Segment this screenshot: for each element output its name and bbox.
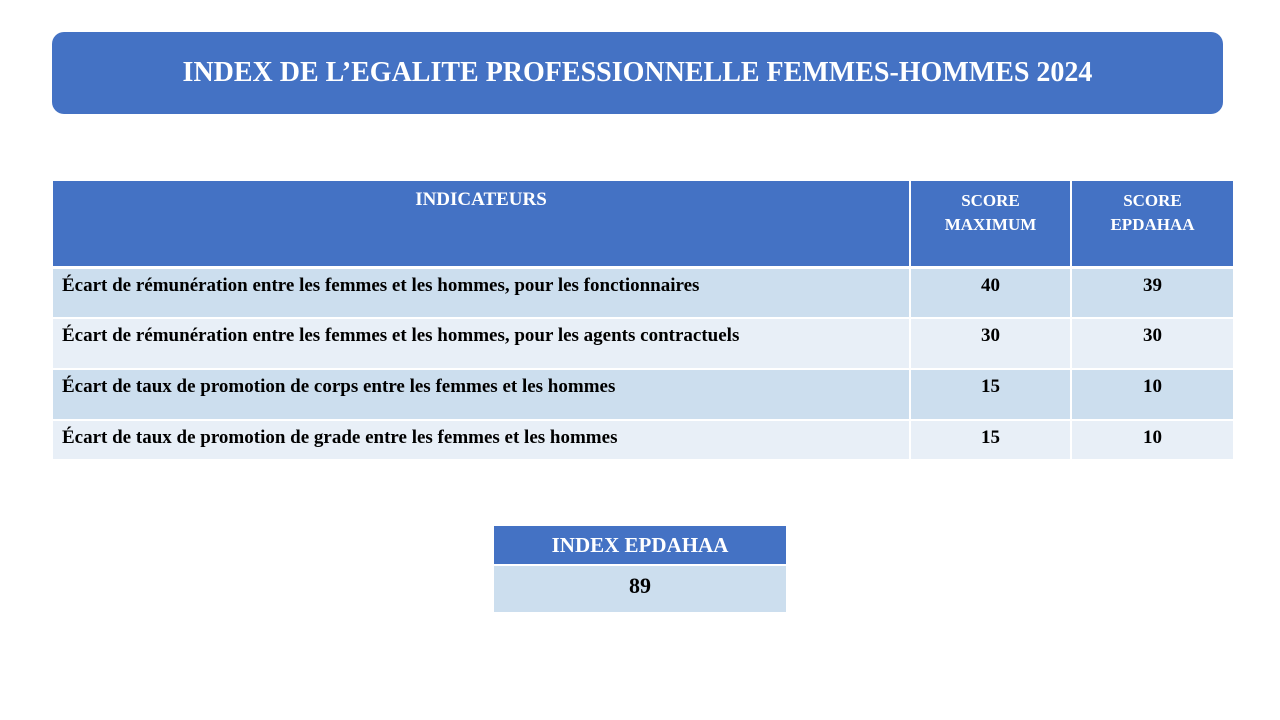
score-epdahaa-cell: 10 bbox=[1071, 369, 1233, 420]
index-value: 89 bbox=[494, 566, 786, 612]
index-summary bbox=[494, 526, 786, 612]
table-header-row bbox=[53, 181, 1233, 267]
header-score-maximum-line1: SCORE bbox=[961, 191, 1020, 210]
table-row bbox=[53, 318, 1233, 369]
score-epdahaa-cell: 10 bbox=[1071, 420, 1233, 459]
header-score-maximum-line2: MAXIMUM bbox=[944, 215, 1037, 234]
table-row bbox=[53, 267, 1233, 318]
header-indicators: INDICATEURS bbox=[53, 181, 910, 267]
header-score-epdahaa-line1: SCORE bbox=[1123, 191, 1182, 210]
score-maximum-cell: 15 bbox=[910, 420, 1071, 459]
header-score-maximum bbox=[910, 181, 1071, 267]
score-epdahaa-cell: 30 bbox=[1071, 318, 1233, 369]
indicator-label: Écart de taux de promotion de corps entre les femmes et les hommes bbox=[53, 369, 910, 420]
score-maximum-cell: 15 bbox=[910, 369, 1071, 420]
score-maximum-cell: 30 bbox=[910, 318, 1071, 369]
score-maximum-cell: 40 bbox=[910, 267, 1071, 318]
header-score-epdahaa bbox=[1071, 181, 1233, 267]
header-score-epdahaa-line2: EPDAHAA bbox=[1110, 215, 1195, 234]
indicator-label: Écart de rémunération entre les femmes et les hommes, pour les agents contractuels bbox=[53, 318, 910, 369]
table-row bbox=[53, 369, 1233, 420]
page-title bbox=[52, 32, 1223, 114]
indicator-label: Écart de taux de promotion de grade entre les femmes et les hommes bbox=[53, 420, 910, 459]
index-label: INDEX EPDAHAA bbox=[494, 526, 786, 566]
page-title-text: INDEX DE L’EGALITE PROFESSIONNELLE FEMMES-HOMMES 2024 bbox=[182, 57, 1093, 88]
indicators-table bbox=[53, 181, 1233, 459]
table-row bbox=[53, 420, 1233, 459]
indicator-label: Écart de rémunération entre les femmes et les hommes, pour les fonctionnaires bbox=[53, 267, 910, 318]
score-epdahaa-cell: 39 bbox=[1071, 267, 1233, 318]
